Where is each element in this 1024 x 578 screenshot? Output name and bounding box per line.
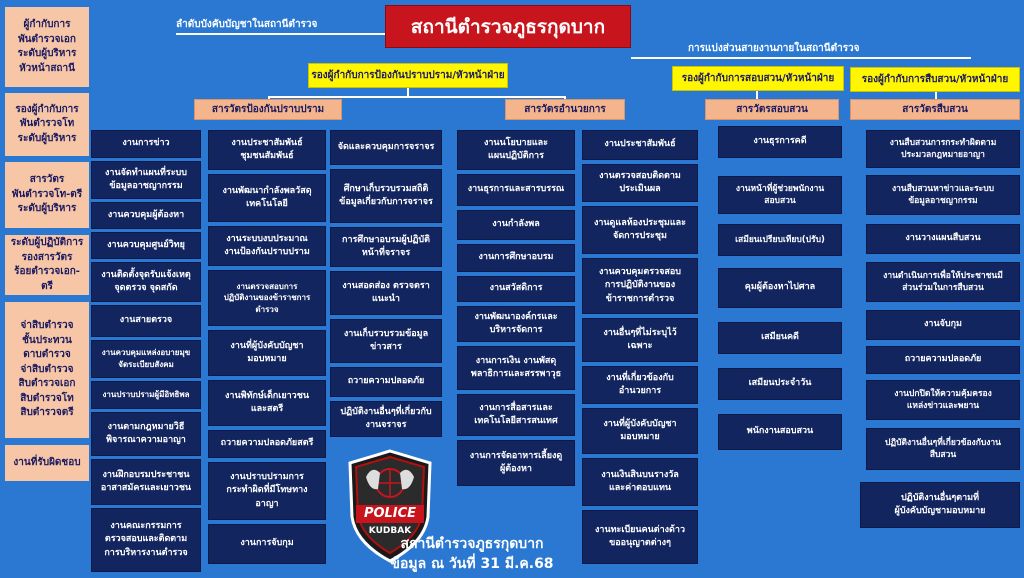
task-box: งานดูแลห้องประชุมและ จัดการประชุม	[582, 206, 698, 254]
chain-operational-level: ระดับผู้ปฏิบัติการ รองสารวัตร ร้อยตำรวจเอก-ตรี	[5, 235, 89, 295]
task-box: งานประชาสัมพันธ์ ชุมชนสัมพันธ์	[208, 130, 326, 170]
header-division: การแบ่งส่วนสายงานภายในสถานีตำรวจ	[688, 43, 860, 54]
task-box: งานการจัดอาหารเลี้ยงดู ผู้ต้องหา	[457, 440, 575, 486]
task-box: งานพิทักษ์เด็กเยาวชน และสตรี	[208, 380, 326, 426]
task-box: ถวายความปลอดภัยสตรี	[208, 430, 326, 458]
task-box: งานสืบสวนหาข่าวและระบบ ข้อมูลอาชญากรรม	[866, 175, 1020, 215]
chain-deputy-superintendent: รองผู้กำกับการ พันตำรวจโท ระดับผู้บริหาร	[5, 93, 89, 156]
task-box: งานควบคุมศูนย์วิทยุ	[91, 232, 201, 259]
task-box: งานทะเบียนคนต่างด้าว ขออนุญาตต่างๆ	[582, 510, 698, 564]
connector-prev-deputy	[407, 88, 409, 96]
task-box: งานสืบสวนการกระทำผิดตาม ประมวลกฎหมายอาญา	[866, 130, 1020, 168]
chain-inspector: สารวัตร พันตำรวจโท-ตรี ระดับผู้บริหาร	[5, 162, 89, 228]
task-box: งานที่ผู้บังคับบัญชา มอบหมาย	[582, 408, 698, 454]
section-inquiry: สารวัตรสืบสวน	[850, 99, 1020, 120]
task-box: ถวายความปลอดภัย	[330, 367, 442, 397]
task-box: งานหน้าที่ผู้ช่วยพนักงาน สอบสวน	[718, 176, 842, 214]
task-box: งานพัฒนากำลังพลวัสดุ เทคโนโลยี	[208, 174, 326, 222]
deputy-prevention: รองผู้กำกับการป้องกันปราบปราม/หัวหน้าฝ่าย	[308, 63, 508, 88]
task-box: คุมผู้ต้องหาไปศาล	[718, 268, 842, 308]
task-box: งานคณะกรรมการ ตรวจสอบและติดตาม การบริหารงานตำรวจ	[91, 508, 201, 572]
task-box: งานปราบปรามการ กระทำผิดที่มีโทษทาง อาญา	[208, 462, 326, 520]
task-box: งานกำลังพล	[457, 210, 575, 240]
task-box: จัดและควบคุมการจราจร	[330, 130, 442, 165]
page-title: สถานีตำรวจภูธรกุดบาก	[385, 5, 631, 48]
task-box: พนักงานสอบสวน	[718, 414, 842, 450]
task-box: งานธุรการคดี	[718, 126, 842, 158]
task-box: งานนโยบายและ แผนปฏิบัติการ	[457, 130, 575, 170]
chain-non-commissioned: จ่าสิบตำรวจ ชั้นประทวน ดาบตำรวจ จ่าสิบตำรวจ สิบตำรวจเอก สิบตำรวจโท สิบตำรวจตรี	[5, 302, 89, 438]
task-box: งานควบคุมแหล่งอบายมุข จัดระเบียบสังคม	[91, 340, 201, 378]
task-box: ศึกษาเก็บรวบรวมสถิติ ข้อมูลเกี่ยวกับการจราจร	[330, 169, 442, 223]
task-box: งานการข่าว	[91, 130, 201, 158]
task-box: เสมียนเปรียบเทียบ(ปรับ)	[718, 224, 842, 256]
task-box: การศึกษาอบรมผู้ปฏิบัติ หน้าที่จราจร	[330, 227, 442, 267]
header-right-underline	[631, 57, 971, 59]
task-box: งานควบคุมตรวจสอบ การปฏิบัติงานของ ข้าราชการตำรวจ	[582, 258, 698, 314]
task-box: งานตรวจสอบการ ปฏิบัติงานของข้าราชการ ตำรวจ	[208, 270, 326, 326]
task-box: งานตรวจสอบติดตาม ประเมินผล	[582, 164, 698, 202]
task-box: ถวายความปลอดภัย	[866, 346, 1020, 374]
task-box: งานจัดทำแผนที่ระบบ ข้อมูลอาชญากรรม	[91, 161, 201, 199]
task-box: งานอื่นๆที่ไม่ระบุไว้ เฉพาะ	[582, 318, 698, 362]
section-investigation: สารวัตรสอบสวน	[705, 99, 839, 120]
footer-date: ข้อมูล ณ วันที่ 31 มี.ค.68	[390, 556, 554, 572]
logo-text-police: POLICE	[363, 506, 417, 521]
task-box: งานฝึกอบรมประชาชน อาสาสมัครและเยาวชน	[91, 459, 201, 505]
task-box: งานดำเนินการเพื่อให้ประชาชนมี ส่วนร่วมในการสืบสวน	[866, 262, 1020, 302]
connector-prev-bar	[268, 96, 565, 98]
task-box: งานตามกฎหมายวิธี พิจารณาความอาญา	[91, 412, 201, 456]
section-prevention: สารวัตรป้องกันปราบปราม	[194, 99, 342, 120]
task-box: ปฏิบัติงานอื่นๆที่เกี่ยวกับ งานจราจร	[330, 401, 442, 437]
logo-text-kudbak: KUDBAK	[368, 526, 412, 536]
header-left-underline	[176, 33, 385, 35]
task-box: เสมียนประจำวัน	[718, 368, 842, 400]
task-box: งานการจับกุม	[208, 524, 326, 564]
task-box: งานพัฒนาองค์กรและ บริหารจัดการ	[457, 306, 575, 342]
task-box: ปฏิบัติงานอื่นๆตามที่ ผู้บังคับบัญชามอบหมาย	[860, 482, 1020, 528]
task-box: เสมียนคดี	[718, 322, 842, 354]
task-box: งานปกปิดให้ความคุ้มครอง แหล่งข่าวและพยาน	[866, 380, 1020, 420]
task-box: งานวางแผนสืบสวน	[866, 224, 1020, 254]
task-box: งานสวัสดิการ	[457, 276, 575, 302]
task-box: งานธุรการและสารบรรณ	[457, 174, 575, 206]
task-box: งานสอดส่อง ตรวจตรา แนะนำ	[330, 271, 442, 315]
task-box: งานการสื่อสารและ เทคโนโลยีสารสนเทศ	[457, 394, 575, 436]
chain-superintendent: ผู้กำกับการ พันตำรวจเอก ระดับผู้บริหาร หัวหน้าสถานี	[5, 7, 89, 87]
task-box: งานที่เกี่ยวข้องกับ อำนวยการ	[582, 366, 698, 404]
deputy-inquiry: รองผู้กำกับการสืบสวน/หัวหน้าฝ่าย	[850, 67, 1020, 92]
header-command-chain: ลำดับบังคับบัญชาในสถานีตำรวจ	[176, 19, 318, 30]
task-box: งานเก็บรวบรวมข้อมูล ข่าวสาร	[330, 319, 442, 363]
footer-station: สถานีตำรวจภูธรกุดบาก	[400, 536, 544, 552]
task-box: งานระบบงบประมาณ งานป้องกันปราบปราม	[208, 226, 326, 266]
task-box: งานจับกุม	[866, 310, 1020, 340]
chain-responsibility: งานที่รับผิดชอบ	[5, 445, 89, 481]
deputy-investigation: รองผู้กำกับการสอบสวน/หัวหน้าฝ่าย	[672, 66, 844, 91]
task-box: งานการเงิน งานพัสดุ พลาธิการและสรรพาวุธ	[457, 346, 575, 390]
task-box: งานควบคุมผู้ต้องหา	[91, 202, 201, 229]
task-box: งานที่ผู้บังคับบัญชา มอบหมาย	[208, 330, 326, 376]
task-box: ปฏิบัติงานอื่นๆที่เกี่ยวข้องกับงาน สืบสวน	[866, 428, 1020, 470]
task-box: งานติดตั้งจุดรับแจ้งเหตุ จุดตรวจ จุดสกัด	[91, 262, 201, 302]
task-box: งานการศึกษาอบรม	[457, 244, 575, 272]
task-box: งานประชาสัมพันธ์	[582, 130, 698, 160]
task-box: งานเงินสินบนรางวัล และค่าตอบแทน	[582, 458, 698, 506]
task-box: งานสายตรวจ	[91, 305, 201, 337]
section-admin: สารวัตรอำนวยการ	[505, 99, 625, 120]
task-box: งานปราบปรามผู้มีอิทธิพล	[91, 381, 201, 409]
